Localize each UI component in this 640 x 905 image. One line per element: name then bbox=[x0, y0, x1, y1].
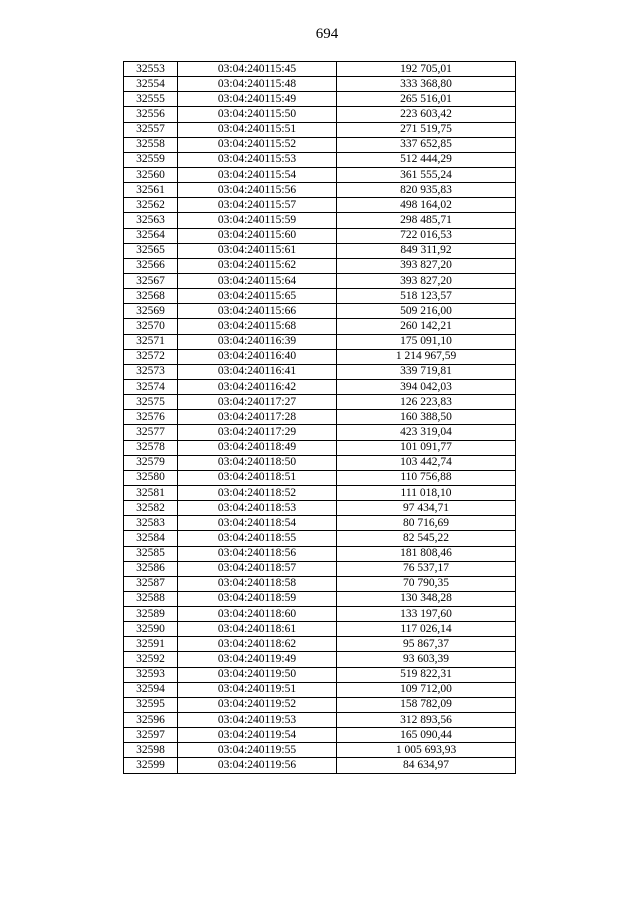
cadastral-number-cell: 03:04:240118:52 bbox=[178, 485, 337, 500]
cadastral-number-cell: 03:04:240118:57 bbox=[178, 561, 337, 576]
row-number-cell: 32562 bbox=[124, 198, 178, 213]
cadastral-number-cell: 03:04:240119:49 bbox=[178, 652, 337, 667]
table-row bbox=[124, 425, 516, 440]
value-cell: 423 319,04 bbox=[337, 425, 516, 440]
cadastral-number-cell: 03:04:240118:49 bbox=[178, 440, 337, 455]
value-cell: 312 893,56 bbox=[337, 713, 516, 728]
row-number-cell: 32587 bbox=[124, 576, 178, 591]
table-row bbox=[124, 637, 516, 652]
table-row bbox=[124, 62, 516, 77]
table-row bbox=[124, 561, 516, 576]
row-number-cell: 32560 bbox=[124, 167, 178, 182]
table-row bbox=[124, 713, 516, 728]
value-cell: 849 311,92 bbox=[337, 243, 516, 258]
cadastral-number-cell: 03:04:240119:50 bbox=[178, 667, 337, 682]
row-number-cell: 32569 bbox=[124, 304, 178, 319]
value-cell: 95 867,37 bbox=[337, 637, 516, 652]
table-row bbox=[124, 334, 516, 349]
value-cell: 84 634,97 bbox=[337, 758, 516, 773]
cadastral-number-cell: 03:04:240115:52 bbox=[178, 137, 337, 152]
table-row bbox=[124, 697, 516, 712]
value-cell: 1 214 967,59 bbox=[337, 349, 516, 364]
table-row bbox=[124, 243, 516, 258]
table-row bbox=[124, 501, 516, 516]
table-row bbox=[124, 319, 516, 334]
cadastral-table bbox=[123, 61, 516, 774]
value-cell: 97 434,71 bbox=[337, 501, 516, 516]
row-number-cell: 32579 bbox=[124, 455, 178, 470]
row-number-cell: 32585 bbox=[124, 546, 178, 561]
row-number-cell: 32555 bbox=[124, 92, 178, 107]
value-cell: 820 935,83 bbox=[337, 183, 516, 198]
cadastral-number-cell: 03:04:240119:53 bbox=[178, 713, 337, 728]
value-cell: 339 719,81 bbox=[337, 364, 516, 379]
value-cell: 223 603,42 bbox=[337, 107, 516, 122]
row-number-cell: 32566 bbox=[124, 258, 178, 273]
row-number-cell: 32597 bbox=[124, 728, 178, 743]
value-cell: 110 756,88 bbox=[337, 470, 516, 485]
table-row bbox=[124, 455, 516, 470]
value-cell: 333 368,80 bbox=[337, 77, 516, 92]
row-number-cell: 32554 bbox=[124, 77, 178, 92]
cadastral-number-cell: 03:04:240117:28 bbox=[178, 410, 337, 425]
row-number-cell: 32581 bbox=[124, 485, 178, 500]
row-number-cell: 32599 bbox=[124, 758, 178, 773]
value-cell: 265 516,01 bbox=[337, 92, 516, 107]
value-cell: 130 348,28 bbox=[337, 591, 516, 606]
value-cell: 175 091,10 bbox=[337, 334, 516, 349]
value-cell: 271 519,75 bbox=[337, 122, 516, 137]
table-row bbox=[124, 395, 516, 410]
value-cell: 109 712,00 bbox=[337, 682, 516, 697]
table-row bbox=[124, 198, 516, 213]
table-row bbox=[124, 304, 516, 319]
value-cell: 192 705,01 bbox=[337, 62, 516, 77]
cadastral-number-cell: 03:04:240115:45 bbox=[178, 62, 337, 77]
table-row bbox=[124, 364, 516, 379]
value-cell: 519 822,31 bbox=[337, 667, 516, 682]
table-row bbox=[124, 485, 516, 500]
value-cell: 117 026,14 bbox=[337, 622, 516, 637]
cadastral-number-cell: 03:04:240115:53 bbox=[178, 152, 337, 167]
table-row bbox=[124, 122, 516, 137]
row-number-cell: 32556 bbox=[124, 107, 178, 122]
value-cell: 512 444,29 bbox=[337, 152, 516, 167]
row-number-cell: 32596 bbox=[124, 713, 178, 728]
value-cell: 165 090,44 bbox=[337, 728, 516, 743]
row-number-cell: 32591 bbox=[124, 637, 178, 652]
row-number-cell: 32598 bbox=[124, 743, 178, 758]
value-cell: 181 808,46 bbox=[337, 546, 516, 561]
value-cell: 133 197,60 bbox=[337, 607, 516, 622]
cadastral-number-cell: 03:04:240115:68 bbox=[178, 319, 337, 334]
value-cell: 101 091,77 bbox=[337, 440, 516, 455]
cadastral-number-cell: 03:04:240118:51 bbox=[178, 470, 337, 485]
cadastral-number-cell: 03:04:240115:64 bbox=[178, 273, 337, 288]
cadastral-number-cell: 03:04:240119:55 bbox=[178, 743, 337, 758]
value-cell: 160 388,50 bbox=[337, 410, 516, 425]
table-row bbox=[124, 92, 516, 107]
cadastral-number-cell: 03:04:240118:55 bbox=[178, 531, 337, 546]
table-row bbox=[124, 440, 516, 455]
row-number-cell: 32593 bbox=[124, 667, 178, 682]
cadastral-number-cell: 03:04:240117:27 bbox=[178, 395, 337, 410]
table-row bbox=[124, 470, 516, 485]
table-row bbox=[124, 652, 516, 667]
table-row bbox=[124, 728, 516, 743]
row-number-cell: 32592 bbox=[124, 652, 178, 667]
row-number-cell: 32574 bbox=[124, 379, 178, 394]
table-row bbox=[124, 531, 516, 546]
table-body bbox=[124, 62, 516, 774]
value-cell: 722 016,53 bbox=[337, 228, 516, 243]
value-cell: 1 005 693,93 bbox=[337, 743, 516, 758]
table-row bbox=[124, 591, 516, 606]
table-row bbox=[124, 137, 516, 152]
row-number-cell: 32575 bbox=[124, 395, 178, 410]
table-row bbox=[124, 743, 516, 758]
value-cell: 509 216,00 bbox=[337, 304, 516, 319]
table-row bbox=[124, 667, 516, 682]
row-number-cell: 32571 bbox=[124, 334, 178, 349]
table-row bbox=[124, 228, 516, 243]
row-number-cell: 32584 bbox=[124, 531, 178, 546]
cadastral-number-cell: 03:04:240115:49 bbox=[178, 92, 337, 107]
cadastral-number-cell: 03:04:240118:62 bbox=[178, 637, 337, 652]
value-cell: 80 716,69 bbox=[337, 516, 516, 531]
row-number-cell: 32580 bbox=[124, 470, 178, 485]
row-number-cell: 32590 bbox=[124, 622, 178, 637]
row-number-cell: 32559 bbox=[124, 152, 178, 167]
row-number-cell: 32582 bbox=[124, 501, 178, 516]
cadastral-number-cell: 03:04:240115:56 bbox=[178, 183, 337, 198]
row-number-cell: 32565 bbox=[124, 243, 178, 258]
table-row bbox=[124, 258, 516, 273]
cadastral-number-cell: 03:04:240115:65 bbox=[178, 289, 337, 304]
cadastral-number-cell: 03:04:240116:39 bbox=[178, 334, 337, 349]
table-row bbox=[124, 167, 516, 182]
row-number-cell: 32564 bbox=[124, 228, 178, 243]
table-row bbox=[124, 349, 516, 364]
table-row bbox=[124, 576, 516, 591]
value-cell: 158 782,09 bbox=[337, 697, 516, 712]
value-cell: 298 485,71 bbox=[337, 213, 516, 228]
table-row bbox=[124, 622, 516, 637]
table-row bbox=[124, 152, 516, 167]
cadastral-number-cell: 03:04:240116:42 bbox=[178, 379, 337, 394]
value-cell: 76 537,17 bbox=[337, 561, 516, 576]
table-row bbox=[124, 273, 516, 288]
value-cell: 361 555,24 bbox=[337, 167, 516, 182]
cadastral-number-cell: 03:04:240115:66 bbox=[178, 304, 337, 319]
cadastral-number-cell: 03:04:240119:51 bbox=[178, 682, 337, 697]
cadastral-number-cell: 03:04:240115:61 bbox=[178, 243, 337, 258]
row-number-cell: 32578 bbox=[124, 440, 178, 455]
table-row bbox=[124, 289, 516, 304]
cadastral-number-cell: 03:04:240117:29 bbox=[178, 425, 337, 440]
cadastral-number-cell: 03:04:240115:54 bbox=[178, 167, 337, 182]
table-row bbox=[124, 107, 516, 122]
value-cell: 111 018,10 bbox=[337, 485, 516, 500]
cadastral-number-cell: 03:04:240118:56 bbox=[178, 546, 337, 561]
value-cell: 82 545,22 bbox=[337, 531, 516, 546]
row-number-cell: 32570 bbox=[124, 319, 178, 334]
cadastral-number-cell: 03:04:240118:61 bbox=[178, 622, 337, 637]
table-row bbox=[124, 546, 516, 561]
cadastral-number-cell: 03:04:240115:51 bbox=[178, 122, 337, 137]
cadastral-number-cell: 03:04:240116:41 bbox=[178, 364, 337, 379]
cadastral-number-cell: 03:04:240118:58 bbox=[178, 576, 337, 591]
cadastral-number-cell: 03:04:240116:40 bbox=[178, 349, 337, 364]
table-row bbox=[124, 213, 516, 228]
cadastral-number-cell: 03:04:240115:59 bbox=[178, 213, 337, 228]
row-number-cell: 32588 bbox=[124, 591, 178, 606]
row-number-cell: 32568 bbox=[124, 289, 178, 304]
value-cell: 394 042,03 bbox=[337, 379, 516, 394]
value-cell: 93 603,39 bbox=[337, 652, 516, 667]
value-cell: 498 164,02 bbox=[337, 198, 516, 213]
cadastral-number-cell: 03:04:240119:56 bbox=[178, 758, 337, 773]
cadastral-number-cell: 03:04:240115:60 bbox=[178, 228, 337, 243]
cadastral-number-cell: 03:04:240118:53 bbox=[178, 501, 337, 516]
cadastral-number-cell: 03:04:240115:57 bbox=[178, 198, 337, 213]
row-number-cell: 32595 bbox=[124, 697, 178, 712]
row-number-cell: 32557 bbox=[124, 122, 178, 137]
cadastral-number-cell: 03:04:240115:62 bbox=[178, 258, 337, 273]
cadastral-number-cell: 03:04:240119:52 bbox=[178, 697, 337, 712]
table-row bbox=[124, 379, 516, 394]
row-number-cell: 32583 bbox=[124, 516, 178, 531]
table-row bbox=[124, 77, 516, 92]
row-number-cell: 32553 bbox=[124, 62, 178, 77]
cadastral-number-cell: 03:04:240118:54 bbox=[178, 516, 337, 531]
cadastral-number-cell: 03:04:240115:48 bbox=[178, 77, 337, 92]
page-number: 694 bbox=[315, 26, 339, 42]
row-number-cell: 32563 bbox=[124, 213, 178, 228]
value-cell: 103 442,74 bbox=[337, 455, 516, 470]
value-cell: 518 123,57 bbox=[337, 289, 516, 304]
table-row bbox=[124, 607, 516, 622]
cadastral-number-cell: 03:04:240118:50 bbox=[178, 455, 337, 470]
row-number-cell: 32589 bbox=[124, 607, 178, 622]
value-cell: 260 142,21 bbox=[337, 319, 516, 334]
cadastral-number-cell: 03:04:240118:60 bbox=[178, 607, 337, 622]
row-number-cell: 32558 bbox=[124, 137, 178, 152]
value-cell: 393 827,20 bbox=[337, 258, 516, 273]
row-number-cell: 32567 bbox=[124, 273, 178, 288]
value-cell: 70 790,35 bbox=[337, 576, 516, 591]
row-number-cell: 32594 bbox=[124, 682, 178, 697]
table-row bbox=[124, 183, 516, 198]
cadastral-number-cell: 03:04:240119:54 bbox=[178, 728, 337, 743]
value-cell: 337 652,85 bbox=[337, 137, 516, 152]
row-number-cell: 32561 bbox=[124, 183, 178, 198]
row-number-cell: 32586 bbox=[124, 561, 178, 576]
row-number-cell: 32572 bbox=[124, 349, 178, 364]
row-number-cell: 32577 bbox=[124, 425, 178, 440]
value-cell: 393 827,20 bbox=[337, 273, 516, 288]
cadastral-number-cell: 03:04:240115:50 bbox=[178, 107, 337, 122]
table-row bbox=[124, 516, 516, 531]
row-number-cell: 32573 bbox=[124, 364, 178, 379]
value-cell: 126 223,83 bbox=[337, 395, 516, 410]
table-row bbox=[124, 410, 516, 425]
row-number-cell: 32576 bbox=[124, 410, 178, 425]
table-row bbox=[124, 682, 516, 697]
table-row bbox=[124, 758, 516, 773]
cadastral-number-cell: 03:04:240118:59 bbox=[178, 591, 337, 606]
